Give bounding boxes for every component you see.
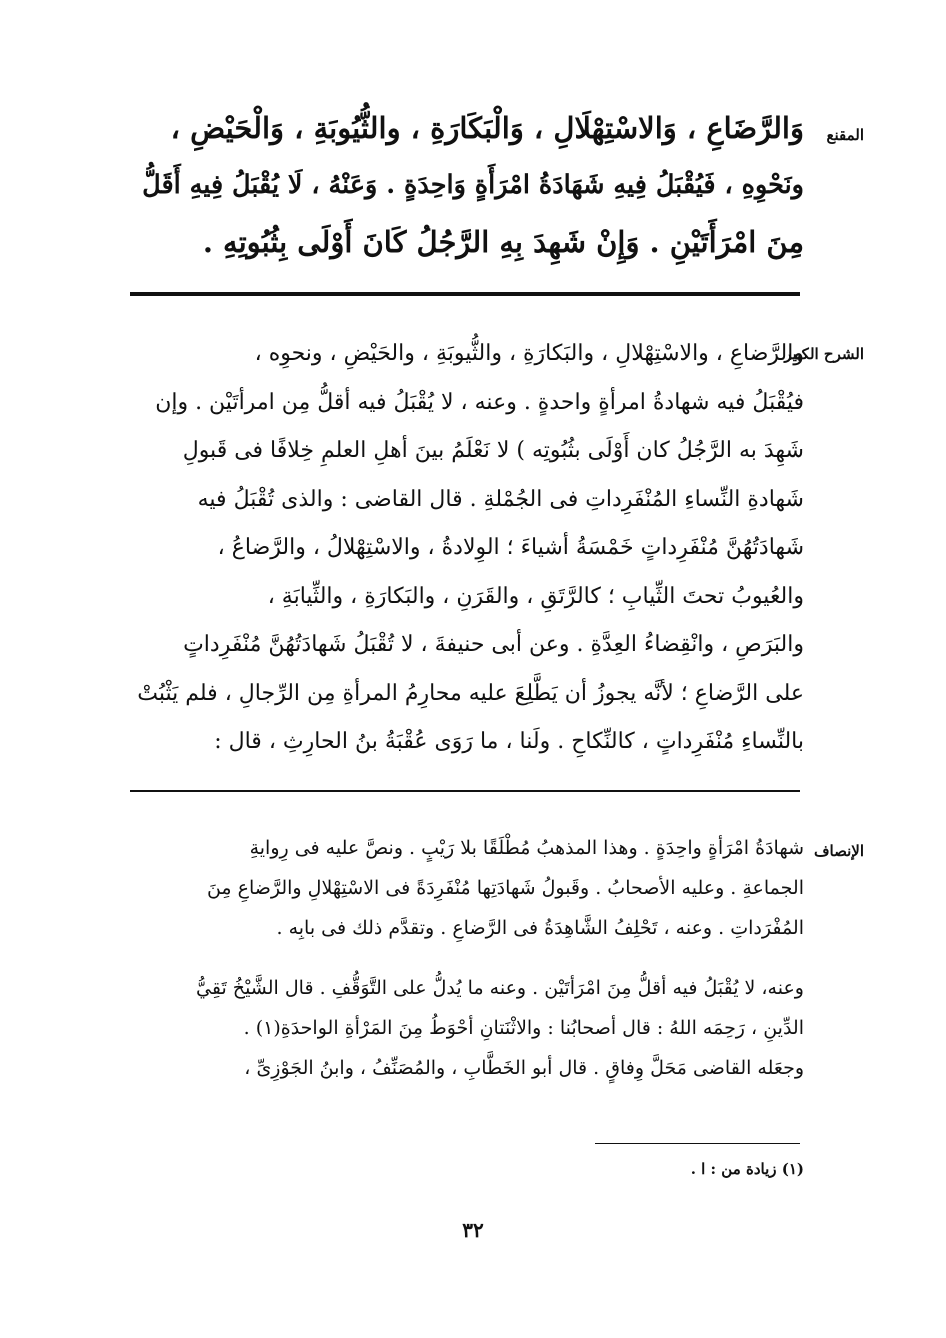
mughni-line: ونَحْوِهِ ، فَيُقْبَلُ فِيهِ شَهَادَةُ امْرَأَةٍ وَاحِدَةٍ . وَعَنْهُ ، لَا يُقْبَلُ فِيهِ أَقَلُّ: [142, 170, 804, 200]
insaf-line: شهادَةُ امْرَأةٍ واحِدَةٍ . وهذا المذهبُ مُطْلَقًا بلا رَيْبٍ . ونصَّ عليه فى رِوايةِ: [249, 837, 804, 859]
section-label-sharh: الشرح الكبير: [784, 345, 864, 363]
insaf-line: وجعَله القاضى مَحَلَّ وِفاقٍ . قال أبو الخَطَّابِ ، والمُصَنِّفُ ، وابنُ الجَوْزِىِّ ،: [244, 1057, 804, 1079]
sharh-line: شَهادَتُهُنَّ مُنْفَرِداتٍ خَمْسَةُ أشياءَ ؛ الوِلادةُ ، والاسْتِهْلالُ ، والرَّضاعُ ،: [217, 535, 804, 560]
insaf-line: المُفْرَداتِ . وعنه ، تَحْلِفُ الشَّاهِدَةُ فى الرَّضاعِ . وتقدَّم ذلك فى بابِه .: [276, 917, 804, 939]
sharh-line: على الرَّضاعِ ؛ لأنَّه يجوزُ أن يَطَّلِعَ عليه محارِمُ المرأةِ مِن الرِّجالِ ، فلم يَثْبُتْ: [137, 680, 804, 706]
section-divider-thin: [130, 790, 800, 792]
insaf-line: الدِّينِ ، رَحِمَه اللهُ : قال أصحابُنا : والاثْنَتانِ أحْوَطُ مِنَ المَرْأةِ الواحدَةِ(١) .: [243, 1017, 804, 1039]
insaf-line: وعنه، لا يُقْبَلُ فيه أقلُّ مِنَ امْرَأتَيْن . وعنه ما يُدلُّ على التَّوَقُّفِ . قال الشَّيْخُ تَقِيُّ: [196, 977, 804, 999]
sharh-text: [134, 330, 804, 767]
mughni-text: [134, 100, 804, 271]
page-number: ٣٢: [462, 1218, 484, 1242]
insaf-line: الجماعةِ . وعليه الأصحابُ . وقَبولُ شَهادَتِها مُنْفَرِدَةً فى الاسْتِهْلالِ والرَّضاعِ مِنَ: [206, 877, 804, 899]
sharh-line: والعُيوبُ تحتَ الثِّيابِ ؛ كالرَّتَقِ ، والقَرَنِ ، والبَكارَةِ ، والثِّيابَةِ ،: [267, 583, 804, 609]
mughni-line: وَالرَّضَاعِ ، وَالاسْتِهْلَالِ ، وَالْبَكَارَةِ ، والثُّيُوبَةِ ، وَالْحَيْضِ ،: [170, 111, 804, 145]
section-label-mughni: المقنع: [826, 126, 864, 144]
sharh-line: شَهِدَ به الرَّجُلُ كان أَوْلَى بثُبُوتِه ) لا نَعْلَمُ بينَ أهلِ العلمِ خِلافًا فى قَبولِ: [182, 438, 804, 463]
footnote-rule: [595, 1143, 800, 1144]
insaf-text: [134, 828, 804, 1088]
footnote: (١) زيادة من : ا .: [690, 1160, 804, 1178]
sharh-line: والرَّضاعِ ، والاسْتِهْلالِ ، والبَكارَةِ ، والثُّيوبَةِ ، والحَيْضِ ، ونحوِه ،: [254, 341, 804, 366]
section-divider-thick: [130, 292, 800, 296]
paragraph-gap: [134, 948, 804, 968]
mughni-line: مِنَ امْرَأَتَيْنِ . وَإِنْ شَهِدَ بِهِ الرَّجُلُ كَانَ أَوْلَى بِثُبُوتِهِ .: [202, 225, 804, 259]
sharh-line: والبَرَصِ ، وانْقِضاءُ العِدَّةِ . وعن أبى حنيفةَ ، لا تُقْبَلُ شَهادَتُهُنَّ مُنْفَرِداتٍ: [183, 632, 804, 657]
sharh-line: بالنِّساءِ مُنْفَرِداتٍ ، كالنِّكاحِ . ولَنا ، ما رَوَى عُقْبَةُ بنُ الحارِثِ ، قال :: [214, 729, 804, 754]
sharh-line: فيُقْبَلُ فيه شهادةُ امرأةٍ واحدةٍ . وعنه ، لا يُقْبَلُ فيه أقلُّ مِن امرأتَيْن . وإن: [155, 389, 804, 415]
section-label-insaf: الإنصاف: [813, 842, 864, 860]
sharh-line: شَهادةِ النِّساءِ المُنْفَرِداتِ فى الجُمْلةِ . قال القاضى : والذى تُقْبَلُ فيه: [197, 486, 804, 512]
